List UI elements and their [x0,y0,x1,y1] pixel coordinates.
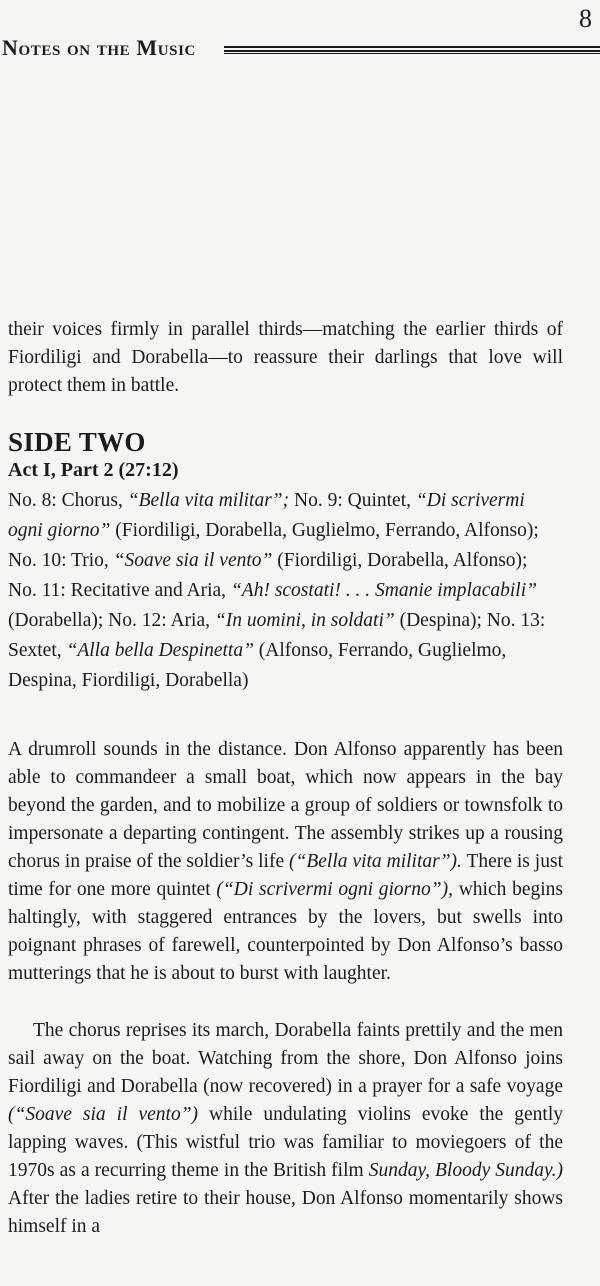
running-head [0,34,600,64]
track-text: (Fiordiligi, Dorabella, Guglielmo, Ferrando, Alfonso); No. 10: Trio, [8,520,539,571]
track-text: (Alfonso, Ferrando, Guglielmo, Despina, Fiordiligi, Dorabella) [8,640,507,691]
header-rule-line [224,50,600,52]
track-title: “Alla bella Despinetta” [66,640,254,661]
body-text: A drumroll sounds in the distance. Don Alfonso apparently has been able to commandeer a small boat, which now appears in the bay beyond the garden, and to mobilize a group of soldiers or townsfolk to impersonate a departing contingent. The assembly strikes up a rousing chorus in praise of the soldier’s life [8,739,563,872]
header-rule-line [224,53,600,54]
track-text: No. 9: Quintet, [289,490,416,511]
body-italic: (“Di scrivermi ogni giorno”), [216,879,453,900]
body-text: There is just time for one more quintet [8,851,563,900]
body-italic: (“Soave sia il vento”) [8,1104,199,1125]
track-title: “In uomini, in soldati” [214,610,395,631]
body-text: which begins haltingly, with staggered entrances by the lovers, but swells into poignant phrases of farewell, counterpointed by Don Alfonso’s basso mutterings that he is about to burst with laughter. [8,879,564,984]
body-text: The chorus reprises its march, Dorabella faints prettily and the men sail away on the boat. Watching from the shore, Don Alfonso joins Fiordiligi and Dorabella (now recovered) in a prayer for a safe voyage [8,1020,563,1097]
track-title: “Soave sia il vento” [113,550,273,571]
side-heading: SIDE TWO [8,427,146,457]
body-paragraph-1 [8,736,563,988]
body-text: After the ladies retire to their house, Don Alfonso momentarily shows himself in a [8,1188,563,1237]
body-italic: Sunday, Bloody Sunday.) [368,1160,563,1181]
page-number: 8 [579,4,592,33]
track-list [8,486,553,696]
track-text: No. 8: Chorus, [8,490,128,511]
track-title: “Di scrivermi ogni giorno” [8,490,525,541]
body-text: while undulating violins evoke the gently lapping waves. (This wistful trio was familiar to moviegoers of the 1970s as a recurring theme in the British film [8,1104,563,1181]
running-title: Notes on the Music [2,35,196,60]
act-heading: Act I, Part 2 (27:12) [8,459,179,481]
header-rule [224,46,600,54]
body-paragraph-2 [8,1017,563,1241]
track-title: “Ah! scostati! . . . Smanie implacabili” [230,580,537,601]
track-text: (Despina); No. 13: Sextet, [8,610,546,661]
track-text: (Fiordiligi, Dorabella, Alfonso); No. 11: Recitative and Aria, [8,550,528,601]
continuation-paragraph: their voices firmly in parallel thirds—matching the earlier thirds of Fiordiligi and Dorabella—to reassure their darlings that love will protect them in battle. [8,319,563,396]
body-italic: (“Bella vita militar”). [289,851,462,872]
track-text: (Dorabella); No. 12: Aria, [8,610,215,631]
header-rule-line [224,46,600,48]
track-title: “Bella vita militar”; [127,490,290,511]
